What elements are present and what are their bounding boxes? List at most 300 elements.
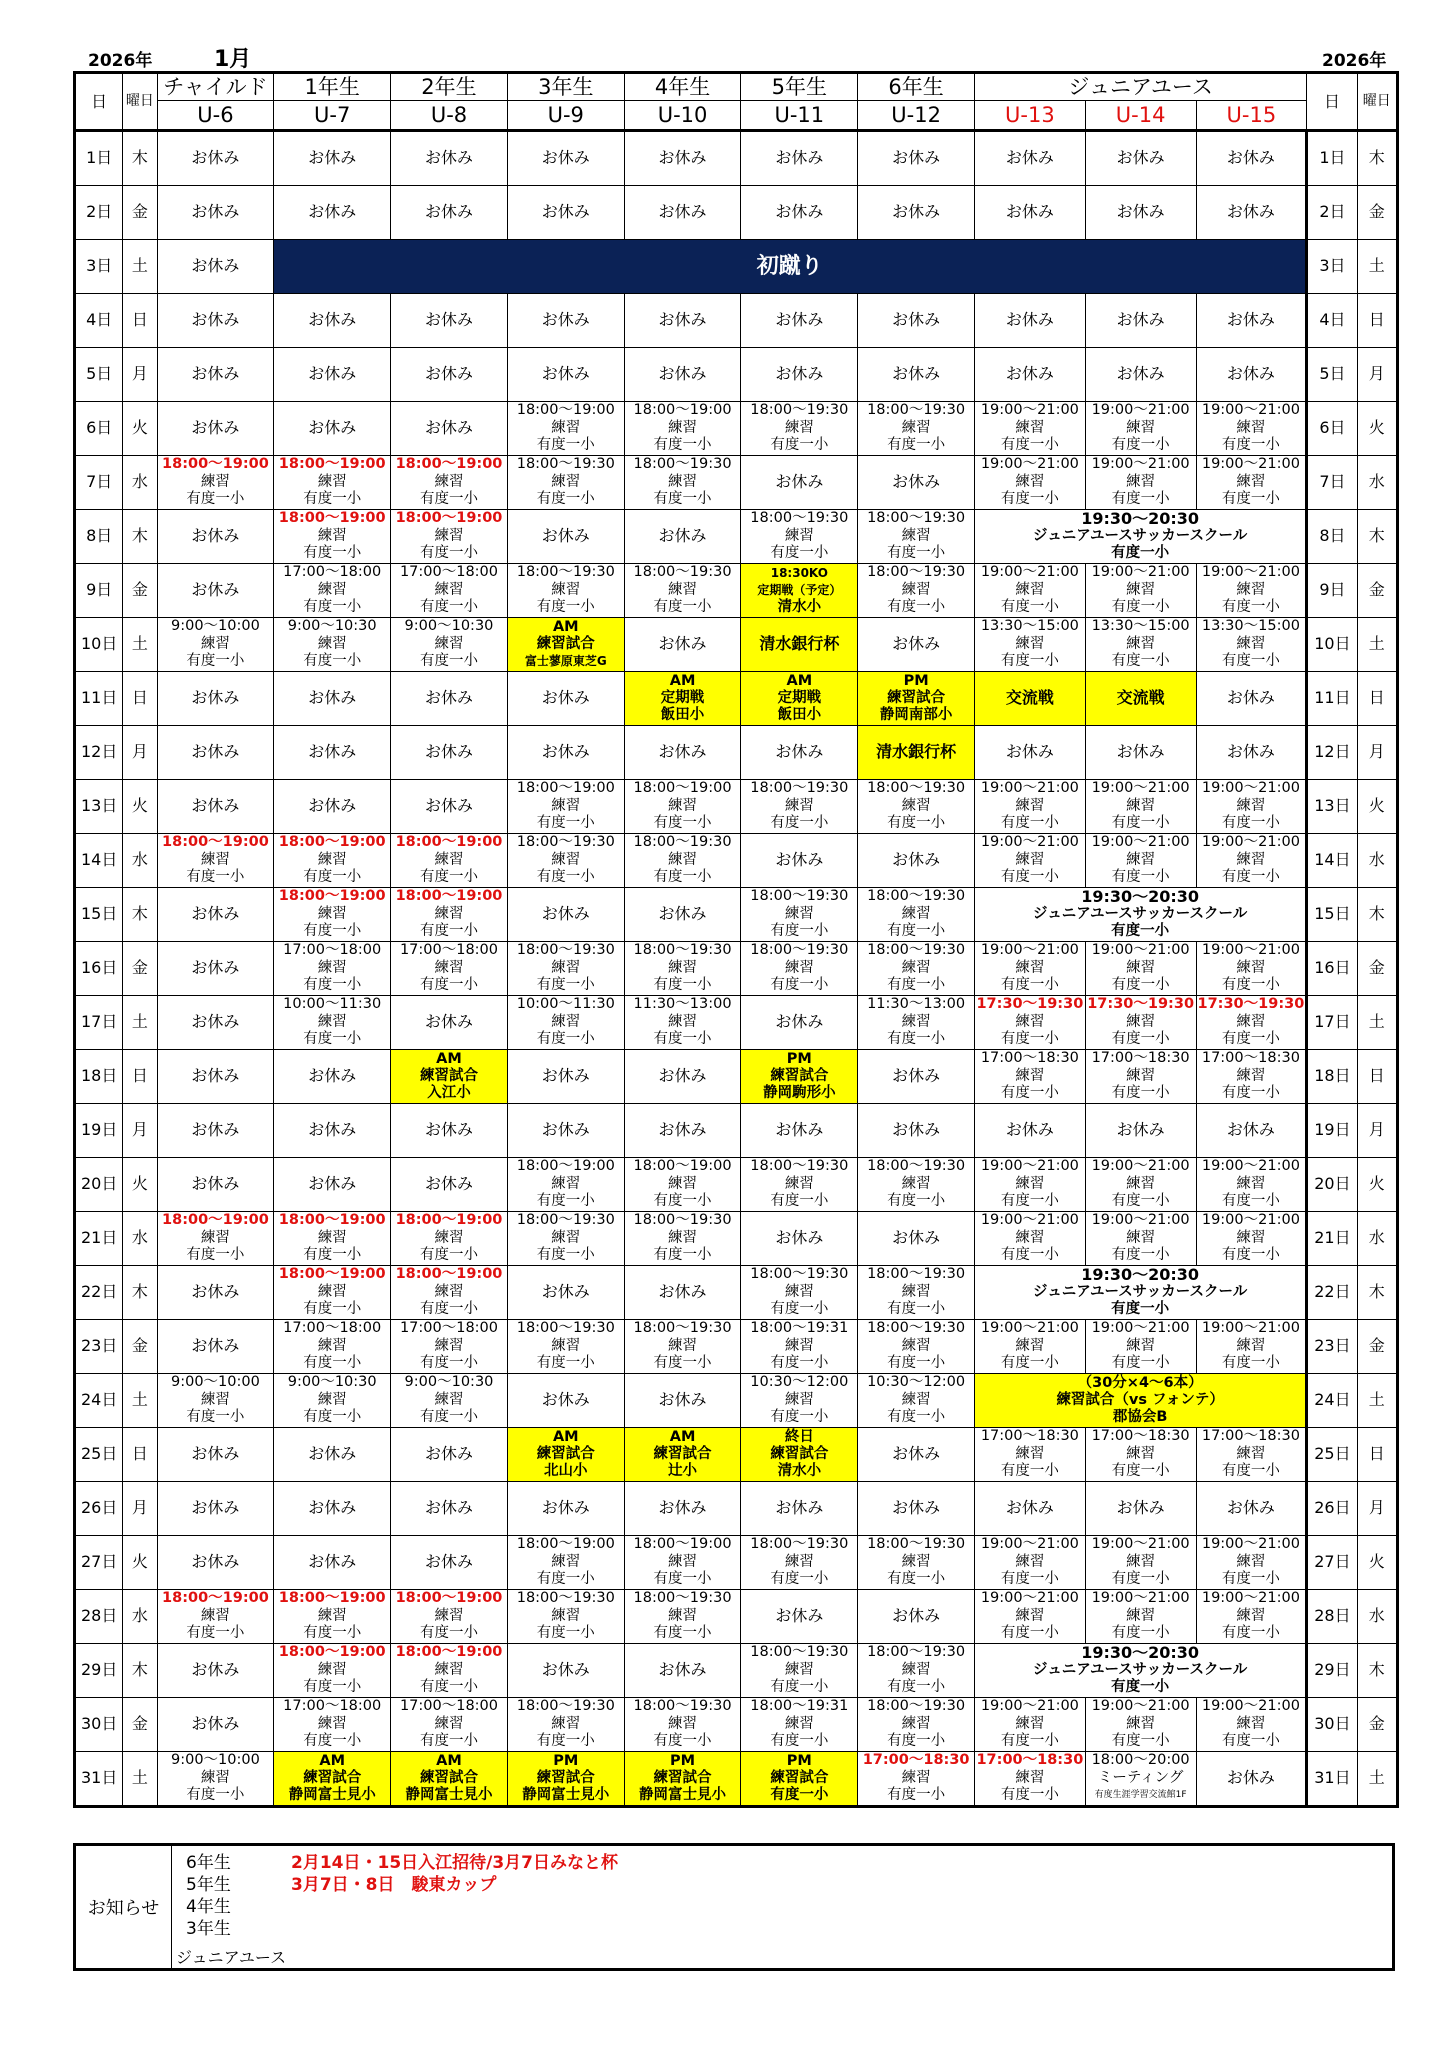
table-row — [75, 726, 1398, 780]
cell-line: 18:00～19:30 — [867, 1320, 966, 1337]
cell-line: 18:00～19:00 — [162, 1590, 269, 1607]
cell-line: 練習 — [901, 581, 931, 598]
cell-line: 18:00～19:30 — [750, 402, 849, 419]
cell-line: 練習 — [317, 1013, 347, 1030]
weekday-cell-right: 日 — [1357, 1428, 1397, 1482]
cell-line: 17:30～19:30 — [976, 996, 1084, 1013]
cell-line: 練習 — [1126, 473, 1156, 490]
weekday-cell-right: 土 — [1357, 1374, 1397, 1428]
cell-line: 17:00～18:00 — [399, 942, 499, 959]
cell-line: 19:00～21:00 — [980, 1158, 1079, 1175]
cell-line: 有度一小 — [1000, 1247, 1059, 1264]
weekday-cell: 水 — [123, 456, 157, 510]
schedule-cell: お休み — [624, 1482, 741, 1536]
cell-line: 練習 — [1126, 1445, 1156, 1462]
cell-line: 有度一小 — [653, 1193, 712, 1210]
schedule-cell — [858, 1752, 975, 1807]
schedule-cell: お休み — [157, 1536, 274, 1590]
schedule-cell — [624, 402, 741, 456]
cell-line: 18:00～19:00 — [395, 1590, 503, 1607]
weekday-cell: 金 — [123, 1698, 157, 1752]
cell-line: 18:00～19:31 — [750, 1698, 849, 1715]
cell-line: 練習 — [317, 635, 347, 652]
cell-line: 有度一小 — [770, 1787, 829, 1803]
schedule-cell — [741, 1320, 858, 1374]
cell-line: 有度一小 — [887, 923, 946, 940]
schedule-cell — [1196, 834, 1307, 888]
cell-line: 18:00～19:30 — [516, 1590, 615, 1607]
cell-line: 練習 — [1126, 1337, 1156, 1354]
cell-line: 19:30～20:30 — [1081, 1265, 1200, 1285]
cell-line: 18:00～19:00 — [278, 456, 386, 473]
cell-line: 練習 — [200, 635, 230, 652]
weekday-cell: 土 — [123, 1752, 157, 1807]
schedule-cell — [507, 1590, 624, 1644]
cell-line: 練習 — [668, 581, 698, 598]
cell-line: AM — [669, 673, 696, 689]
schedule-cell: お休み — [1196, 131, 1307, 186]
schedule-cell — [858, 1698, 975, 1752]
day-cell: 25日 — [75, 1428, 123, 1482]
cell-line: 練習 — [1015, 1013, 1045, 1030]
cell-line: 有度一小 — [1000, 1787, 1059, 1804]
cell-line: 有度一小 — [653, 1733, 712, 1750]
cell-line: PM — [786, 1051, 812, 1067]
cell-line: 練習試合 — [770, 1068, 829, 1084]
cell-line: 有度一小 — [770, 1679, 829, 1696]
weekday-cell-right: 金 — [1357, 942, 1397, 996]
schedule-cell: お休み — [624, 1374, 741, 1428]
cell-line: 17:00～18:30 — [1201, 1050, 1300, 1067]
schedule-cell: お休み — [274, 1158, 391, 1212]
cell-line: 17:00～18:30 — [1201, 1428, 1300, 1445]
cell-line: 19:00～21:00 — [980, 942, 1079, 959]
cell-line: 有度一小 — [1221, 977, 1280, 994]
schedule-cell — [274, 996, 391, 1050]
weekday-cell-right: 木 — [1357, 1644, 1397, 1698]
schedule-cell — [1196, 1320, 1307, 1374]
schedule-cell: お休み — [391, 1536, 508, 1590]
cell-line: 有度一小 — [1000, 1031, 1059, 1048]
schedule-cell — [391, 1266, 508, 1320]
cell-line: 有度一小 — [1111, 1355, 1170, 1372]
col-junior-youth: ジュニアユース — [975, 73, 1307, 101]
cell-line: 有度一小 — [1111, 1463, 1170, 1480]
schedule-cell — [1196, 1212, 1307, 1266]
schedule-cell — [858, 1158, 975, 1212]
day-cell: 24日 — [75, 1374, 123, 1428]
junior-youth-school-cell — [975, 1644, 1307, 1698]
cell-line: 練習 — [551, 1175, 581, 1192]
cell-line: 有度一小 — [303, 869, 362, 886]
cell-line: 有度一小 — [887, 1031, 946, 1048]
cell-line: 有度一小 — [1000, 1193, 1059, 1210]
schedule-cell — [507, 618, 624, 672]
cell-line: 有度一小 — [303, 923, 362, 940]
cell-line: 有度一小 — [419, 923, 478, 940]
schedule-cell — [1085, 1752, 1196, 1807]
day-cell: 26日 — [75, 1482, 123, 1536]
schedule-cell: お休み — [975, 294, 1086, 348]
schedule-cell — [274, 1266, 391, 1320]
schedule-cell — [1085, 996, 1196, 1050]
cell-line: 18:00～19:30 — [750, 780, 849, 797]
schedule-cell — [1196, 456, 1307, 510]
schedule-cell — [157, 1752, 274, 1807]
schedule-cell — [624, 1428, 741, 1482]
schedule-cell — [274, 1212, 391, 1266]
day-cell-right: 11日 — [1307, 672, 1357, 726]
schedule-cell — [1085, 402, 1196, 456]
weekday-cell-right: 木 — [1357, 510, 1397, 564]
schedule-cell: お休み — [741, 834, 858, 888]
schedule-cell: お休み — [274, 131, 391, 186]
weekday-cell: 日 — [123, 294, 157, 348]
cell-line: 練習 — [551, 1229, 581, 1246]
cell-line: 練習 — [1015, 635, 1045, 652]
weekday-cell: 月 — [123, 1104, 157, 1158]
cell-line: 有度一小 — [1000, 815, 1059, 832]
day-cell-right: 24日 — [1307, 1374, 1357, 1428]
cell-line: 有度一小 — [887, 1787, 946, 1804]
schedule-cell — [391, 1590, 508, 1644]
schedule-cell — [507, 402, 624, 456]
cell-line: 有度一小 — [1221, 437, 1280, 454]
schedule-cell: お休み — [624, 131, 741, 186]
schedule-cell: お休み — [1085, 348, 1196, 402]
cell-line: 18:00～19:30 — [633, 1320, 732, 1337]
weekday-cell: 水 — [123, 834, 157, 888]
cell-line: 19:00～21:00 — [1091, 1158, 1190, 1175]
schedule-cell: お休み — [157, 726, 274, 780]
table-row — [75, 1752, 1398, 1807]
schedule-cell — [975, 1752, 1086, 1807]
year-label: 2026年 — [88, 51, 153, 71]
cell-line: AM — [319, 1753, 346, 1769]
weekday-cell-right: 水 — [1357, 834, 1397, 888]
weekday-cell-right: 土 — [1357, 618, 1397, 672]
table-row — [75, 834, 1398, 888]
cell-line: 18:00～19:00 — [395, 456, 503, 473]
table-row — [75, 1104, 1398, 1158]
cell-line: 練習 — [901, 905, 931, 922]
day-cell-right: 9日 — [1307, 564, 1357, 618]
cell-line: 有度一小 — [887, 599, 946, 616]
cell-line: 有度一小 — [419, 869, 478, 886]
day-cell-right: 5日 — [1307, 348, 1357, 402]
cell-line: 練習 — [1015, 1337, 1045, 1354]
cell-line: 18:00～19:30 — [633, 564, 732, 581]
cell-line: 練習 — [1236, 959, 1266, 976]
cell-line: 練習 — [551, 1013, 581, 1030]
schedule-cell — [741, 1536, 858, 1590]
cell-line: 9:00～10:30 — [404, 1374, 494, 1391]
cell-line: 練習 — [434, 1391, 464, 1408]
col-group-name: 6年生 — [858, 73, 975, 101]
day-cell: 14日 — [75, 834, 123, 888]
cell-line: 有度一小 — [419, 1625, 478, 1642]
weekday-cell: 火 — [123, 402, 157, 456]
cell-line: 18:00～19:00 — [162, 456, 269, 473]
schedule-cell — [975, 402, 1086, 456]
col-group-code: U-11 — [741, 101, 858, 131]
schedule-cell — [624, 1590, 741, 1644]
day-cell-right: 22日 — [1307, 1266, 1357, 1320]
cell-line: 練習 — [1015, 1445, 1045, 1462]
schedule-cell — [1085, 1050, 1196, 1104]
schedule-cell — [1085, 1158, 1196, 1212]
schedule-cell — [624, 834, 741, 888]
schedule-cell: お休み — [858, 1590, 975, 1644]
weekday-cell: 木 — [123, 131, 157, 186]
cell-line: 18:00～19:30 — [867, 1158, 966, 1175]
schedule-cell — [507, 564, 624, 618]
cell-line: 9:00～10:30 — [287, 1374, 377, 1391]
cell-line: 練習 — [1126, 1229, 1156, 1246]
notice-grades — [186, 1852, 231, 1940]
cell-line: 18:00～19:30 — [633, 942, 732, 959]
cell-line: 17:00～18:00 — [399, 1698, 499, 1715]
table-row — [75, 402, 1398, 456]
cell-line: 有度一小 — [1111, 1625, 1170, 1642]
cell-line: 18:00～19:00 — [162, 1212, 269, 1229]
cell-line: 有度一小 — [303, 977, 362, 994]
cell-line: 17:00～18:30 — [1091, 1050, 1190, 1067]
weekday-cell: 土 — [123, 996, 157, 1050]
cell-line: 18:00～19:30 — [750, 888, 849, 905]
cell-line: 練習 — [901, 1391, 931, 1408]
schedule-cell: お休み — [157, 996, 274, 1050]
cell-line: 練習 — [1126, 1067, 1156, 1084]
cell-line: 17:00～18:30 — [980, 1428, 1079, 1445]
cell-line: 練習 — [1126, 851, 1156, 868]
cell-line: 19:00～21:00 — [980, 1590, 1079, 1607]
cell-line: 練習 — [1236, 1553, 1266, 1570]
cell-line: 練習 — [434, 635, 464, 652]
schedule-cell: お休み — [858, 348, 975, 402]
month-label: 1月 — [214, 47, 252, 72]
cell-line: 練習 — [1126, 419, 1156, 436]
cell-line: 練習 — [784, 1337, 814, 1354]
cell-line: 有度一小 — [536, 1355, 595, 1372]
cell-line: 有度一小 — [303, 1247, 362, 1264]
cell-line: 有度一小 — [536, 869, 595, 886]
cell-line: 有度一小 — [419, 1733, 478, 1750]
cell-line: 練習 — [668, 1715, 698, 1732]
schedule-cell — [157, 1212, 274, 1266]
schedule-cell — [1196, 618, 1307, 672]
col-weekday: 曜日 — [123, 73, 157, 131]
cell-line: 練習 — [1236, 851, 1266, 868]
cell-line: 19:00～21:00 — [980, 1698, 1079, 1715]
schedule-cell: お休み — [1196, 1482, 1307, 1536]
cell-line: 有度一小 — [303, 1355, 362, 1372]
notice-messages — [291, 1852, 618, 1896]
cell-line: 有度一小 — [1000, 977, 1059, 994]
cell-line: 練習 — [784, 1391, 814, 1408]
schedule-cell — [391, 564, 508, 618]
schedule-cell: お休み — [858, 1428, 975, 1482]
cell-line: 練習 — [317, 851, 347, 868]
cell-line: 18:00～19:00 — [278, 1266, 386, 1283]
schedule-cell — [975, 1158, 1086, 1212]
schedule-cell — [391, 1050, 508, 1104]
cell-line: 有度一小 — [1111, 923, 1170, 940]
cell-line: 有度一小 — [653, 1355, 712, 1372]
cell-line: 練習 — [668, 1175, 698, 1192]
schedule-cell: お休み — [858, 618, 975, 672]
cell-line: 練習試合 — [536, 1770, 595, 1786]
schedule-cell: お休み — [741, 1104, 858, 1158]
cell-line: 有度一小 — [1111, 437, 1170, 454]
cell-line: 練習 — [668, 1337, 698, 1354]
cell-line: 18:00～19:00 — [516, 780, 615, 797]
cell-line: 18:00～19:00 — [516, 1158, 615, 1175]
schedule-cell — [741, 1158, 858, 1212]
table-row — [75, 1428, 1398, 1482]
schedule-cell: お休み — [975, 726, 1086, 780]
schedule-cell — [274, 1590, 391, 1644]
cell-line: 有度一小 — [1000, 869, 1059, 886]
cell-line: 有度一小 — [1221, 599, 1280, 616]
schedule-cell — [858, 1374, 975, 1428]
col-junior-code: U-14 — [1085, 101, 1196, 131]
cell-line: 有度一小 — [1221, 491, 1280, 508]
cell-line: 19:00～21:00 — [1201, 780, 1300, 797]
cell-line: 有度一小 — [186, 1787, 245, 1804]
cell-line: 有度一小 — [1000, 1463, 1059, 1480]
cell-line: 有度一小 — [186, 491, 245, 508]
day-cell: 4日 — [75, 294, 123, 348]
table-row — [75, 942, 1398, 996]
cell-line: 18:00～19:00 — [516, 402, 615, 419]
schedule-cell — [975, 618, 1086, 672]
weekday-cell: 月 — [123, 1482, 157, 1536]
cell-line: 18:00～19:30 — [633, 1212, 732, 1229]
cell-line: 定期戦（予定） — [757, 583, 842, 597]
cell-line: 有度一小 — [770, 815, 829, 832]
schedule-cell — [1196, 1698, 1307, 1752]
day-cell: 27日 — [75, 1536, 123, 1590]
cell-line: 有度一小 — [1221, 1193, 1280, 1210]
cell-line: 有度一小 — [653, 491, 712, 508]
cell-line: 練習 — [668, 1013, 698, 1030]
schedule-cell: お休み — [391, 1158, 508, 1212]
schedule-cell — [274, 834, 391, 888]
cell-line: 練習 — [1236, 1445, 1266, 1462]
cell-line: 練習 — [668, 851, 698, 868]
day-cell: 28日 — [75, 1590, 123, 1644]
cell-line: 18:00～19:30 — [516, 1698, 615, 1715]
weekday-cell-right: 水 — [1357, 1590, 1397, 1644]
cell-line: 練習 — [1236, 1337, 1266, 1354]
schedule-cell — [858, 564, 975, 618]
day-cell: 9日 — [75, 564, 123, 618]
cell-line: 練習試合 — [770, 1446, 829, 1462]
cell-line: 練習 — [668, 959, 698, 976]
day-cell: 7日 — [75, 456, 123, 510]
cell-line: 有度一小 — [1111, 1301, 1170, 1318]
cell-line: 練習 — [551, 797, 581, 814]
cell-line: 有度一小 — [770, 1571, 829, 1588]
schedule-cell: お休み — [274, 1428, 391, 1482]
cell-line: 有度一小 — [186, 653, 245, 670]
notice-grade: 3年生 — [186, 1919, 231, 1939]
cell-line: 静岡南部小 — [879, 707, 953, 723]
cell-line: 練習 — [1126, 1715, 1156, 1732]
cell-line: 18:00～19:00 — [395, 1266, 503, 1283]
weekday-cell-right: 月 — [1357, 1104, 1397, 1158]
schedule-cell — [1196, 996, 1307, 1050]
table-row — [75, 1320, 1398, 1374]
schedule-cell — [624, 1698, 741, 1752]
notice-junior-label: ジュニアユース — [176, 1948, 287, 1967]
weekday-cell-right: 金 — [1357, 186, 1397, 240]
day-cell-right: 2日 — [1307, 186, 1357, 240]
cell-line: 有度一小 — [186, 1625, 245, 1642]
schedule-cell: お休み — [157, 1428, 274, 1482]
schedule-cell — [274, 942, 391, 996]
cell-line: AM — [436, 1753, 462, 1769]
schedule-cell — [858, 780, 975, 834]
cell-line: 18:00～19:30 — [750, 1536, 849, 1553]
schedule-cell — [858, 888, 975, 942]
schedule-cell — [391, 456, 508, 510]
schedule-cell — [391, 1644, 508, 1698]
cell-line: 有度一小 — [770, 1355, 829, 1372]
cell-line: 有度一小 — [1221, 1571, 1280, 1588]
cell-line: 飯田小 — [660, 707, 705, 723]
weekday-cell-right: 水 — [1357, 456, 1397, 510]
day-cell: 13日 — [75, 780, 123, 834]
day-cell-right: 30日 — [1307, 1698, 1357, 1752]
schedule-cell — [391, 1752, 508, 1807]
cell-line: ジュニアユースサッカースクール — [1033, 1283, 1248, 1300]
cell-line: 有度一小 — [1000, 1355, 1059, 1372]
cell-line: 19:00～21:00 — [1201, 1590, 1300, 1607]
cell-line: 有度一小 — [1111, 815, 1170, 832]
cell-line: 17:00～18:00 — [399, 564, 499, 581]
cell-line: 11:30～13:00 — [867, 996, 966, 1013]
cell-line: 練習試合 — [653, 1446, 712, 1462]
day-cell: 22日 — [75, 1266, 123, 1320]
schedule-cell — [391, 510, 508, 564]
cell-line: 有度一小 — [770, 1409, 829, 1426]
cell-line: 有度一小 — [419, 977, 478, 994]
schedule-cell: お休み — [1196, 1104, 1307, 1158]
cell-line: 練習 — [1126, 635, 1156, 652]
cell-line: 練習試合 — [419, 1068, 478, 1084]
weekday-cell-right: 水 — [1357, 1212, 1397, 1266]
cell-line: 有度一小 — [653, 977, 712, 994]
schedule-cell — [741, 1374, 858, 1428]
schedule-cell — [975, 1590, 1086, 1644]
schedule-cell — [507, 834, 624, 888]
col-group-name: 3年生 — [507, 73, 624, 101]
cell-line: 18:00～19:00 — [516, 1536, 615, 1553]
cell-line: 有度一小 — [1111, 1679, 1170, 1696]
weekday-cell: 金 — [123, 1320, 157, 1374]
schedule-cell — [391, 942, 508, 996]
schedule-cell — [157, 456, 274, 510]
table-row — [75, 672, 1398, 726]
cell-line: 有度一小 — [1111, 1247, 1170, 1264]
weekday-cell-right: 日 — [1357, 672, 1397, 726]
schedule-cell — [274, 564, 391, 618]
schedule-cell — [1196, 1428, 1307, 1482]
cell-line: 有度一小 — [1000, 1571, 1059, 1588]
cell-line: 練習 — [1236, 419, 1266, 436]
